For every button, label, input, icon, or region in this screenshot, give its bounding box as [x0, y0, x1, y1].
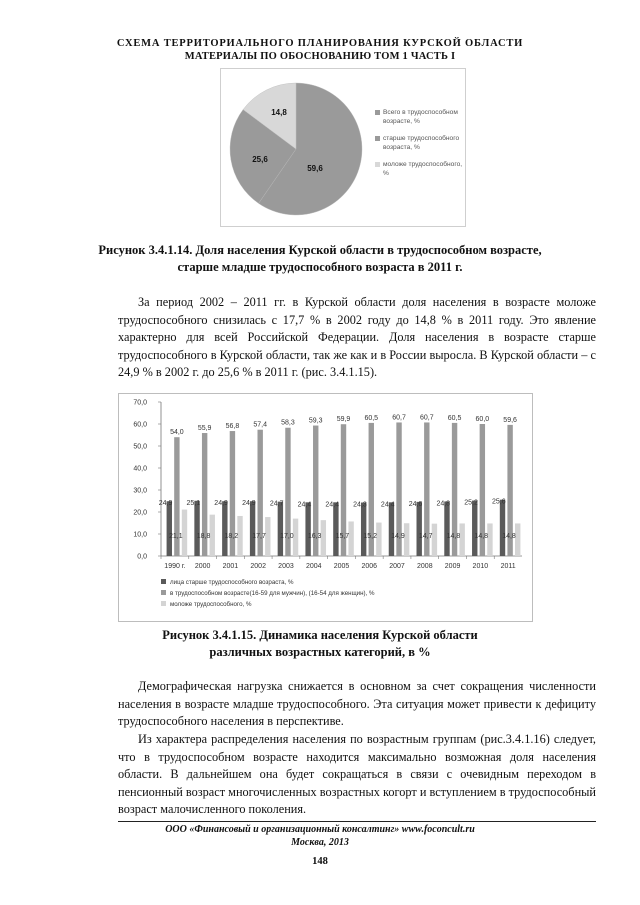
bar-value-label: 17,7 [252, 533, 266, 540]
pie-legend-item-older [375, 135, 467, 152]
figure1-caption-line2: старше младше трудоспособного возраста в 2011 г. [177, 260, 463, 274]
y-tick-label: 0,0 [137, 553, 147, 561]
bar-value-label: 25,6 [492, 498, 506, 506]
y-tick-label: 50,0 [133, 443, 147, 451]
bar-value-label: 24,3 [353, 501, 367, 509]
pie-legend-item-working [375, 109, 467, 126]
footer-divider [118, 821, 596, 822]
y-tick-label: 30,0 [133, 487, 147, 495]
x-tick-label: 2007 [389, 563, 405, 570]
bar-value-label: 56,8 [225, 423, 240, 431]
bar-value-label: 60,5 [447, 414, 462, 422]
bar-value-label: 24,9 [242, 500, 256, 508]
bar-value-label: 60,7 [419, 414, 434, 422]
pie-legend-label: Всего в трудоспособном возрасте, % [383, 109, 458, 125]
bar-value-label: 60,0 [475, 416, 490, 423]
bar-value-label: 25,2 [464, 499, 478, 507]
bar [389, 502, 394, 556]
bar-value-label: 14,8 [502, 533, 516, 540]
x-tick-label: 2011 [500, 563, 516, 570]
footer-company: ООО «Финансовый и организационный консалтинг» www.foconcult.ru [165, 824, 475, 835]
x-tick-label: 2008 [417, 563, 433, 570]
pie-legend [375, 109, 467, 187]
figure2-caption: Рисунок 3.4.1.15. Динамика населения Курской области [162, 628, 478, 642]
y-tick-label: 70,0 [133, 399, 147, 407]
bar-value-label: 24,9 [214, 500, 228, 508]
page-number: 148 [312, 856, 328, 867]
footer-city-year: Москва, 2013 [291, 837, 349, 848]
x-tick-label: 2009 [444, 563, 461, 570]
bar-value-label: 24,4 [297, 501, 312, 509]
bar-value-label: 58,3 [281, 419, 295, 427]
x-tick-label: 1990 г. [164, 563, 186, 570]
bar-value-label: 24,8 [436, 500, 451, 508]
bar-chart-svg [119, 394, 532, 621]
paragraph-1: За период 2002 – 2011 гг. в Курской области доля населения в возрасте моложе трудоспособного снизилась с 17,7 % в 2002 году до 14,8 % в 2011 году. Это явление характерно для всей Российской Федерации. Доля населения в возрасте старше трудоспособного в Курской области, так же как и в России выросла. В Курской области – с 24,9 % в 2002 г. до 25,6 % в 2011 г. (рис. 3.4.1.15). [118, 295, 596, 380]
bar-value-label: 14,8 [474, 533, 489, 540]
legend-swatch [161, 579, 166, 584]
pie-slice-label: 59,6 [307, 164, 323, 173]
bar-value-label: 15,7 [335, 533, 350, 540]
y-tick-label: 40,0 [133, 465, 147, 473]
bar-value-label: 24,6 [408, 500, 423, 508]
legend-swatch [161, 601, 166, 606]
y-tick-label: 10,0 [133, 531, 147, 539]
pie-legend-item-younger [375, 161, 467, 178]
bar-value-label: 14,9 [391, 533, 405, 540]
figure1-caption: Рисунок 3.4.1.14. Доля населения Курской области в трудоспособном возрасте, [98, 243, 542, 257]
pie-legend-swatch [375, 110, 380, 115]
pie-slice-label: 14,8 [271, 108, 287, 117]
bar-value-label: 57,4 [253, 421, 268, 429]
bar-value-label: 16,3 [307, 533, 322, 540]
legend-label: в трудоспособном возрасте(16-59 для мужчин), (16-54 для женщин), % [170, 590, 375, 597]
x-tick-label: 2000 [194, 563, 211, 570]
bar [278, 502, 283, 556]
bar [472, 501, 477, 556]
pie-legend-swatch [375, 162, 380, 167]
bar-value-label: 60,5 [364, 414, 379, 422]
bar [305, 502, 310, 556]
x-tick-label: 2002 [250, 563, 266, 570]
bar-value-label: 14,8 [446, 533, 461, 540]
bar-value-label: 24,4 [380, 501, 395, 509]
bar-value-label: 59,6 [503, 416, 517, 424]
pie-chart [220, 68, 466, 227]
bar-value-label: 21,1 [168, 533, 183, 540]
bar-value-label: 24,9 [158, 500, 173, 508]
bar-value-label: 60,7 [392, 414, 406, 422]
pie-chart-svg [229, 74, 379, 224]
paragraph-3: Из характера распределения населения по возрастным группам (рис.3.4.1.16) следует, что в трудоспособном возрасте находится максимально возможная доля населения области. В дальнейшем она будет сокращаться в связи с очевидным переходом в пенсионный возраст многочисленных возрастных когорт и вступлением в трудоспособный возраст малочисленного поколения. [118, 732, 596, 817]
bar-value-label: 15,2 [363, 533, 377, 540]
x-tick-label: 2006 [361, 563, 378, 570]
bar-value-label: 55,9 [197, 425, 212, 433]
legend-label: лица старше трудоспособного возраста, % [170, 579, 294, 586]
bar-value-label: 18,2 [224, 533, 239, 540]
header-title: СХЕМА ТЕРРИТОРИАЛЬНОГО ПЛАНИРОВАНИЯ КУРСКОЙ ОБЛАСТИ [116, 38, 524, 49]
bar-chart [118, 393, 533, 622]
bar [167, 501, 172, 556]
bar [222, 501, 227, 556]
x-tick-label: 2004 [305, 563, 322, 570]
pie-slice-label: 25,6 [252, 155, 268, 164]
bar-value-label: 24,4 [325, 501, 340, 509]
bar [500, 500, 505, 556]
bar-value-label: 14,7 [418, 533, 433, 540]
bar [444, 501, 449, 556]
y-tick-label: 20,0 [133, 509, 147, 517]
x-tick-label: 2010 [472, 563, 489, 570]
bar-value-label: 18,8 [196, 533, 211, 540]
bar [333, 502, 338, 556]
legend-label: моложе трудоспособного, % [170, 601, 252, 608]
bar [250, 501, 255, 556]
pie-legend-swatch [375, 136, 380, 141]
bar-value-label: 59,3 [308, 417, 323, 425]
x-tick-label: 2005 [333, 563, 350, 570]
bar-value-label: 24,7 [269, 500, 284, 508]
bar [194, 501, 199, 556]
bar-value-label: 54,0 [170, 429, 184, 437]
x-tick-label: 2001 [222, 563, 239, 570]
pie-legend-label: старше трудоспособного возраста, % [383, 135, 460, 151]
bar [417, 502, 422, 556]
bar-value-label: 25,1 [186, 499, 201, 507]
x-tick-label: 2003 [278, 563, 294, 570]
legend-swatch [161, 590, 166, 595]
pie-legend-label: моложе трудоспособного, % [383, 161, 463, 177]
header-subtitle: МАТЕРИАЛЫ ПО ОБОСНОВАНИЮ ТОМ 1 ЧАСТЬ I [184, 51, 456, 62]
bar-value-label: 17,0 [280, 533, 294, 540]
y-tick-label: 60,0 [133, 421, 147, 429]
paragraph-2: Демографическая нагрузка снижается в основном за счет сокращения численности населения в возрасте младше трудоспособного. Эта ситуация может привести к дефициту трудоспособного населения в перспективе. [118, 679, 596, 729]
bar [361, 503, 366, 556]
bar-value-label: 59,9 [336, 416, 351, 424]
figure2-caption-line2: различных возрастных категорий, в % [209, 645, 431, 659]
